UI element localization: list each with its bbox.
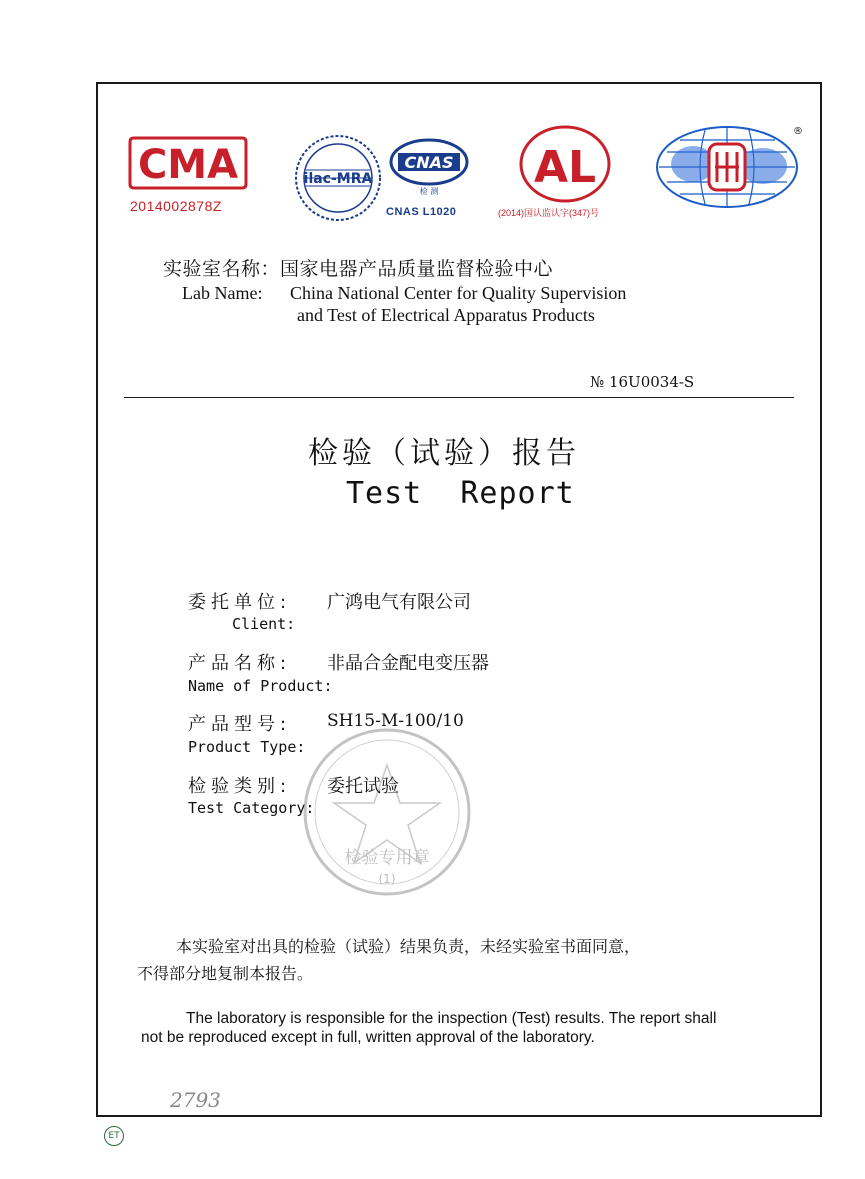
cal-code: (2014)国认监认字(347)号 xyxy=(498,208,600,218)
seal-text: 检验专用章 xyxy=(344,848,430,868)
header-divider xyxy=(124,397,794,398)
ilac-mra-logo xyxy=(292,132,384,224)
ilac-text: ilac-MRA xyxy=(303,171,373,187)
et-mark: ET xyxy=(104,1126,124,1146)
seal-number: (1) xyxy=(378,872,396,886)
product-name-label-en: Name of Product: xyxy=(188,677,333,695)
cal-letters: AL xyxy=(533,142,597,193)
cma-code: 2014002878Z xyxy=(130,198,222,214)
test-category-value: 委托试验 xyxy=(327,776,399,797)
lab-name-cn: 实验室名称：国家电器产品质量监督检验中心 xyxy=(163,258,554,280)
notice-cn-line1: 本实验室对出具的检验（试验）结果负责，未经实验室书面同意， xyxy=(176,937,641,956)
cqc-globe-logo xyxy=(655,122,803,212)
test-category-label-en: Test Category: xyxy=(188,799,315,817)
test-category-label-cn: 检验类别: xyxy=(188,776,292,797)
product-type-value: SH15-M-100/10 xyxy=(327,711,464,731)
client-value: 广鸿电气有限公司 xyxy=(327,592,471,613)
report-number: № 16U0034-S xyxy=(590,373,695,391)
title-cn: 检验（试验）报告 xyxy=(308,436,580,471)
cma-letters: CMA xyxy=(137,142,239,188)
product-type-label-en: Product Type: xyxy=(188,738,306,756)
cma-logo-shape xyxy=(128,134,248,192)
lab-name-label-en: Lab Name: xyxy=(182,283,263,303)
product-name-label-cn: 产品名称: xyxy=(188,653,292,674)
client-label-en: Client: xyxy=(232,615,296,633)
lab-name-en-line2: and Test of Electrical Apparatus Products xyxy=(297,305,595,325)
notice-cn-line2: 不得部分地复制本报告。 xyxy=(137,964,314,983)
handwritten-number: 2793 xyxy=(170,1088,221,1112)
cnas-letters: CNAS xyxy=(404,153,454,172)
cma-logo xyxy=(128,134,248,219)
cnas-sub: 检 测 xyxy=(419,187,439,196)
product-type-label-cn: 产品型号: xyxy=(188,714,292,735)
cal-logo xyxy=(495,124,635,222)
client-label-cn: 委托单位: xyxy=(188,592,292,613)
registered-mark: ® xyxy=(793,126,803,137)
product-name-value: 非晶合金配电变压器 xyxy=(327,653,489,674)
cnas-logo xyxy=(384,136,474,222)
title-en: Test Report xyxy=(346,476,575,511)
cnas-code: CNAS L1020 xyxy=(386,206,457,218)
notice-en-line1: The laboratory is responsible for the inspection (Test) results. The report shall xyxy=(186,1010,717,1027)
lab-name-en-line1: China National Center for Quality Supervision xyxy=(290,283,627,303)
inspection-seal xyxy=(300,725,475,900)
notice-en-line2: not be reproduced except in full, written approval of the laboratory. xyxy=(141,1029,595,1046)
